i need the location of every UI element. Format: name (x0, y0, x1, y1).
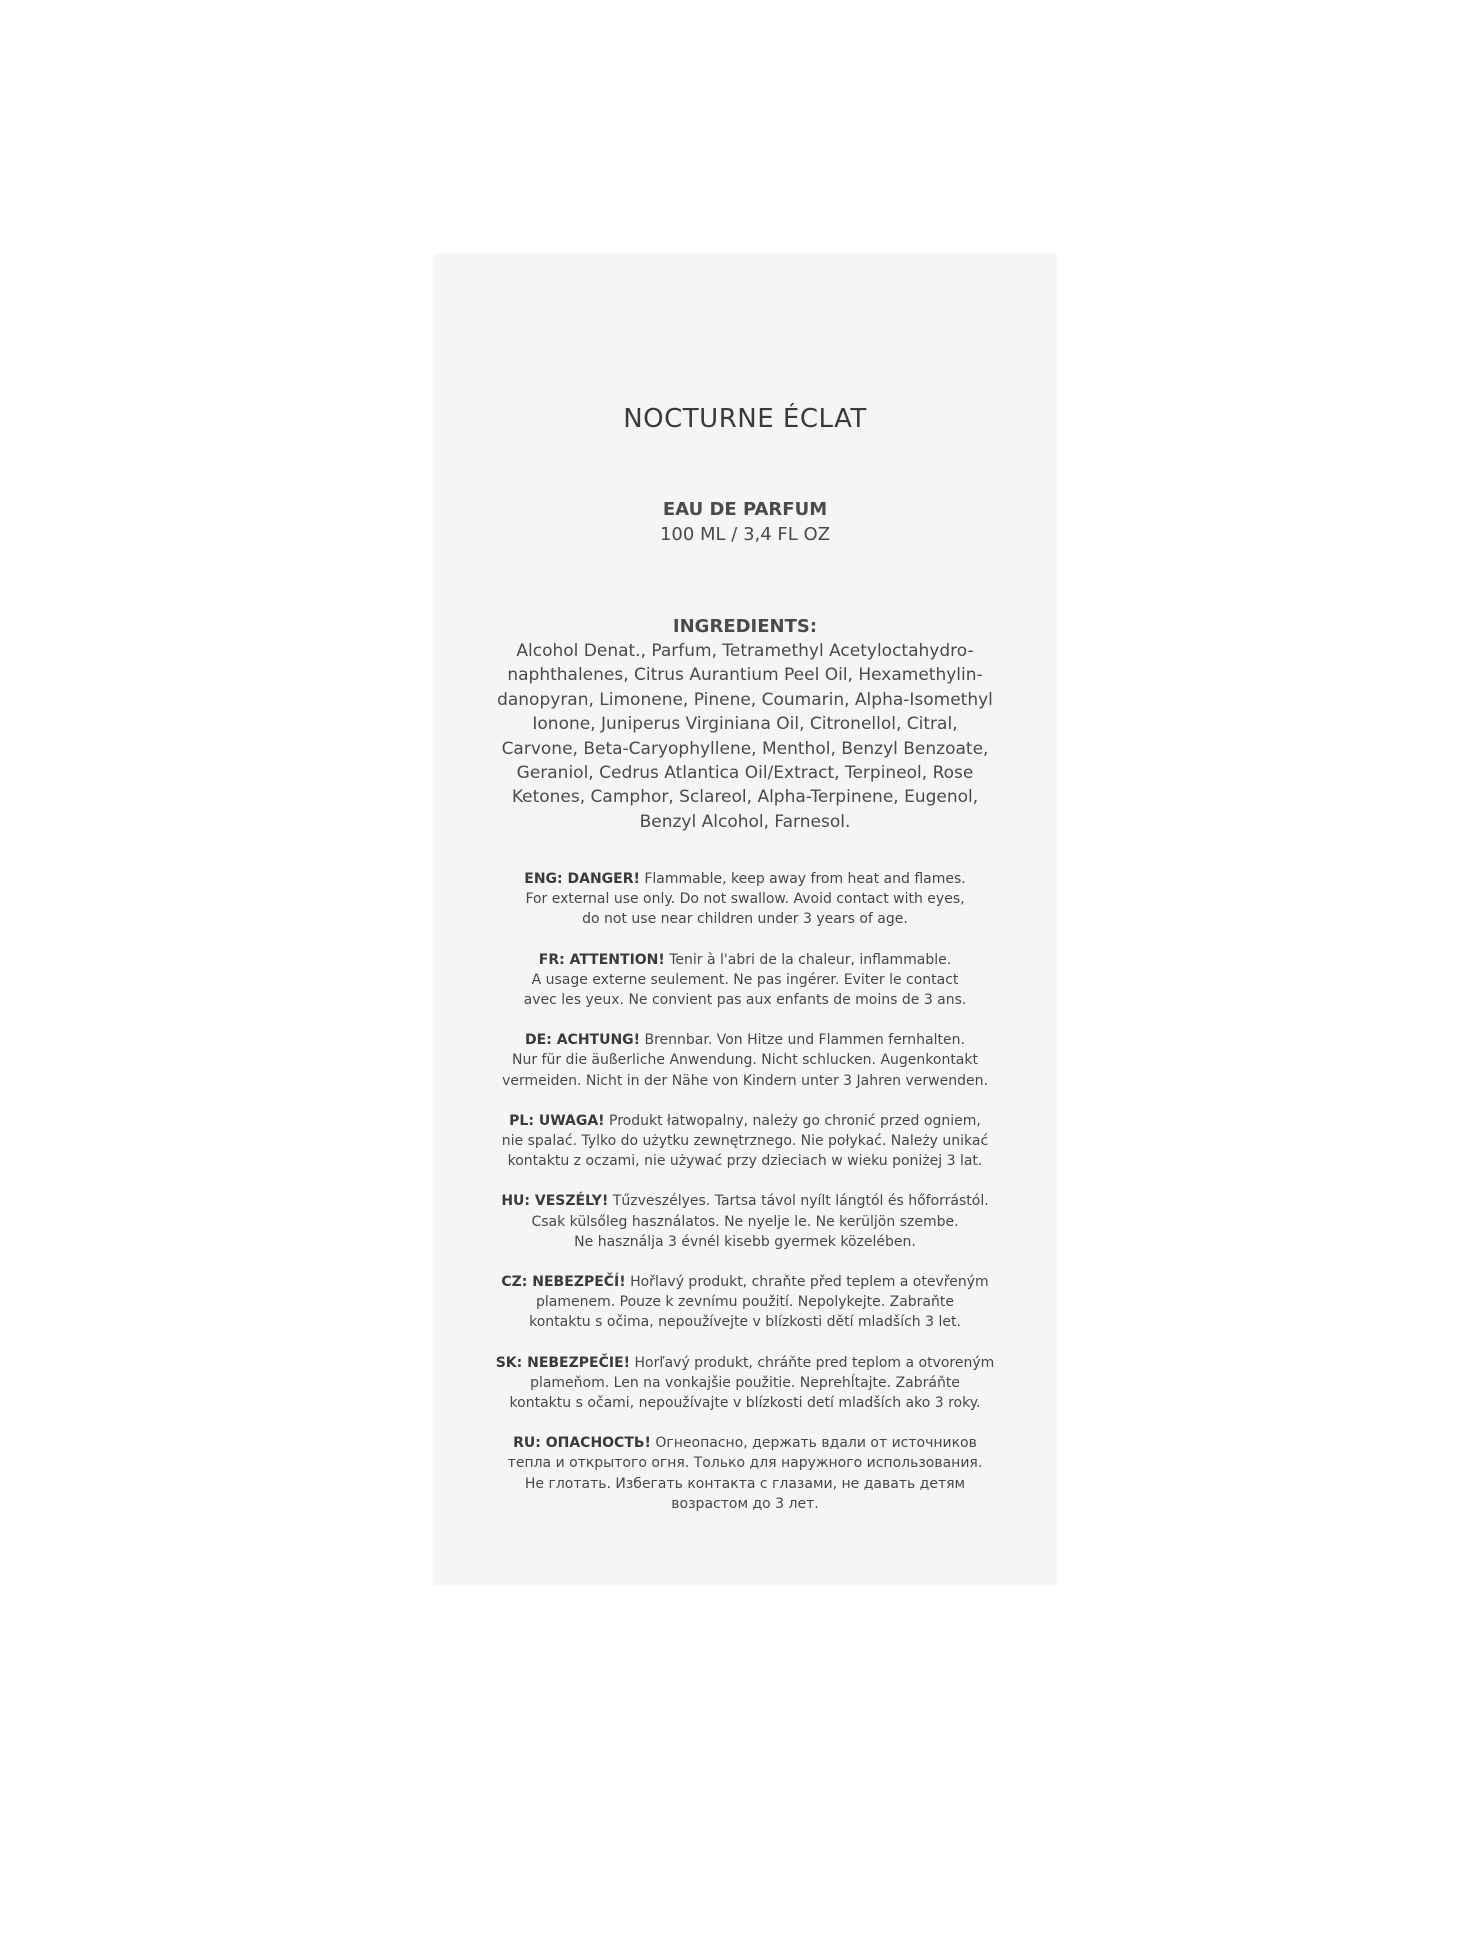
warning-text: vermeiden. Nicht in der Nähe von Kindern unter 3 Jahren verwenden. (502, 1072, 988, 1089)
warning-label: FR: ATTENTION! (538, 951, 665, 968)
warning-sk (454, 1353, 1036, 1414)
warning-ru (454, 1433, 1036, 1514)
warning-text: Hořlavý produkt, chraňte před teplem a otevřeným (625, 1274, 989, 1291)
warning-label: CZ: NEBEZPEČÍ! (501, 1274, 626, 1291)
warning-text: kontaktu s očami, nepoužívajte v blízkosti detí mladších ako 3 roky. (509, 1395, 981, 1412)
warning-text: kontaktu s očima, nepoužívejte v blízkosti dětí mladších 3 let. (529, 1314, 961, 1331)
warning-text: Nur für die äußerliche Anwendung. Nicht schlucken. Augenkontakt (512, 1052, 978, 1069)
warning-text: Produkt łatwopalny, należy go chronić przed ogniem, (604, 1112, 981, 1129)
warning-label: RU: ОПАСНОСТЬ! (513, 1435, 651, 1452)
warning-text: Tenir à l'abri de la chaleur, inflammable. (664, 951, 952, 968)
ingredients-line: Alcohol Denat., Parfum, Tetramethyl Acetyloctahydro- (516, 641, 974, 661)
ingredients-line: Ketones, Camphor, Sclareol, Alpha-Terpinene, Eugenol, (511, 787, 979, 808)
warning-text: возрастом до 3 лет. (671, 1495, 819, 1512)
product-title: NOCTURNE ÉCLAT (623, 404, 867, 434)
product-info (434, 497, 1056, 547)
warning-pl (454, 1111, 1036, 1172)
warning-text: nie spalać. Tylko do użytku zewnętrznego. Nie połykać. Należy unikać (501, 1133, 989, 1150)
product-volume: 100 ML / 3,4 FL OZ (659, 524, 831, 545)
warning-text: plameňom. Len na vonkajšie použitie. Neprehĺtajte. Zabráňte (530, 1374, 960, 1391)
ingredients-line: Ionone, Juniperus Virginiana Oil, Citronellol, Citral, (532, 714, 958, 735)
perfume-box-back (434, 254, 1056, 1584)
warning-text: do not use near children under 3 years of age. (582, 911, 908, 928)
ingredients-title: INGREDIENTS: (672, 616, 818, 637)
ingredients-line: danopyran, Limonene, Pinene, Coumarin, Alpha-Isomethyl (497, 689, 993, 710)
warnings-section (454, 869, 1036, 1534)
warning-text: plamenem. Pouze k zevnímu použití. Nepolykejte. Zabraňte (536, 1294, 954, 1311)
warning-text: Tűzveszélyes. Tartsa távol nyílt lángtól és hőforrástól. (608, 1193, 989, 1210)
warning-eng (454, 869, 1036, 930)
warning-text: Brennbar. Von Hitze und Flammen fernhalten. (640, 1032, 965, 1049)
warning-text: Огнеопасно, держать вдали от источников (650, 1435, 977, 1452)
ingredients-section (464, 615, 1026, 834)
warning-label: PL: UWAGA! (509, 1112, 605, 1129)
warning-text: тепла и открытого огня. Только для наружного использования. (507, 1455, 983, 1472)
warning-text: Не глотать. Избегать контакта с глазами, не давать детям (524, 1475, 966, 1492)
warning-text: For external use only. Do not swallow. Avoid contact with eyes, (525, 891, 965, 908)
warning-label: ENG: DANGER! (524, 871, 640, 887)
ingredients-line: Carvone, Beta-Caryophyllene, Menthol, Benzyl Benzoate, (501, 738, 989, 759)
warning-text: A usage externe seulement. Ne pas ingérer. Eviter le contact (531, 971, 959, 988)
warning-text: Csak külsőleg használatos. Ne nyelje le. Ne kerüljön szembe. (531, 1213, 959, 1230)
warning-fr (454, 950, 1036, 1011)
warning-label: SK: NEBEZPEČIE! (495, 1354, 631, 1371)
warning-text: Ne használja 3 évnél kisebb gyermek közelében. (574, 1233, 916, 1250)
ingredients-line: Benzyl Alcohol, Farnesol. (639, 811, 851, 832)
warning-text: avec les yeux. Ne convient pas aux enfants de moins de 3 ans. (523, 992, 967, 1009)
warning-de (454, 1030, 1036, 1091)
ingredients-line: Geraniol, Cedrus Atlantica Oil/Extract, Terpineol, Rose (516, 763, 974, 784)
warning-label: DE: ACHTUNG! (525, 1032, 641, 1049)
ingredients-line: naphthalenes, Citrus Aurantium Peel Oil, Hexamethylin- (507, 665, 983, 686)
warning-text: Horľavý produkt, chráňte pred teplom a otvoreným (630, 1354, 995, 1371)
warning-text: kontaktu z oczami, nie używać przy dzieciach w wieku poniżej 3 lat. (507, 1153, 983, 1170)
product-type: EAU DE PARFUM (662, 499, 828, 520)
warning-text: Flammable, keep away from heat and flames. (639, 871, 966, 887)
warning-hu (454, 1191, 1036, 1252)
warning-label: HU: VESZÉLY! (501, 1193, 609, 1210)
warning-cz (454, 1272, 1036, 1333)
